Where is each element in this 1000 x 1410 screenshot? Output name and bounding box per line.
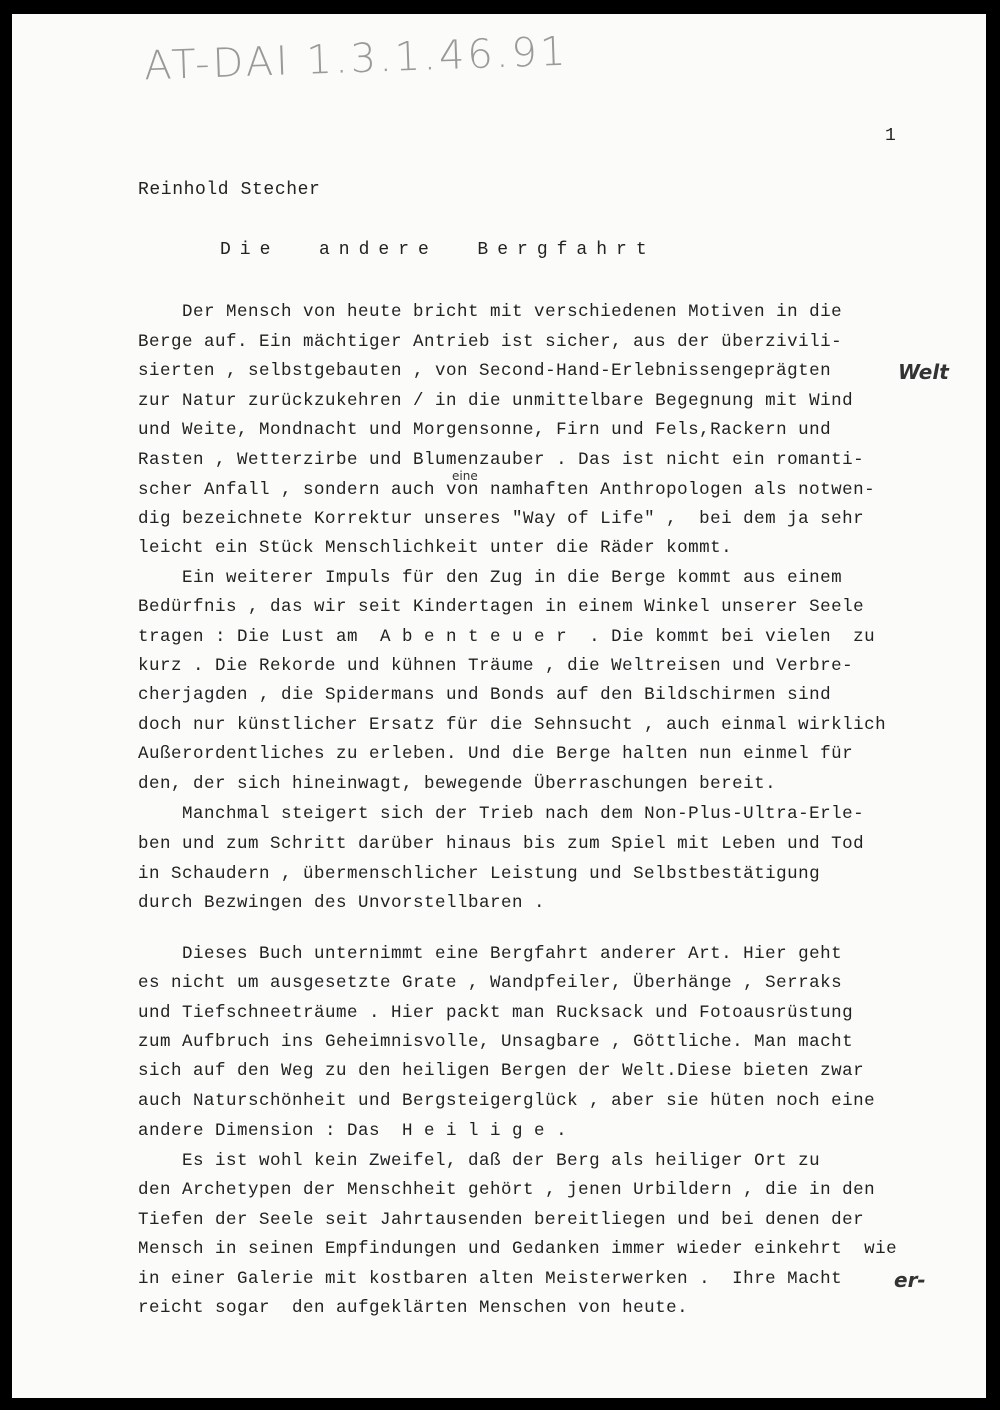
author-name: Reinhold Stecher bbox=[138, 180, 321, 200]
text-line: in einer Galerie mit kostbaren alten Meisterwerken . Ihre Macht bbox=[138, 1269, 843, 1289]
document-title: Die andere Bergfahrt bbox=[220, 240, 656, 260]
handwritten-correction-welt: Welt bbox=[898, 360, 949, 384]
page-number: 1 bbox=[885, 126, 896, 146]
text-line: ben und zum Schritt darüber hinaus bis zum Spiel mit Leben und Tod bbox=[138, 834, 865, 854]
text-line: auch Naturschönheit und Bergsteigerglück , aber sie hüten noch eine bbox=[138, 1091, 876, 1111]
text-line: Berge auf. Ein mächtiger Antrieb ist sicher, aus der überzivili- bbox=[138, 332, 843, 352]
text-line: Ein weiterer Impuls für den Zug in die Berge kommt aus einem bbox=[138, 568, 843, 588]
text-line: Dieses Buch unternimmt eine Bergfahrt anderer Art. Hier geht bbox=[138, 944, 843, 964]
text-line: in Schaudern , übermenschlicher Leistung und Selbstbestätigung bbox=[138, 864, 821, 884]
text-line: kurz . Die Rekorde und kühnen Träume , die Weltreisen und Verbre- bbox=[138, 656, 854, 676]
text-line: Rasten , Wetterzirbe und Blumenzauber . Das ist nicht ein romanti- bbox=[138, 450, 865, 470]
text-line: zum Aufbruch ins Geheimnisvolle, Unsagbare , Göttliche. Man macht bbox=[138, 1032, 854, 1052]
text-line: Es ist wohl kein Zweifel, daß der Berg als heiliger Ort zu bbox=[138, 1151, 821, 1171]
text-line: sierten , selbstgebauten , von Second-Hand-Erlebnissengeprägten bbox=[138, 361, 832, 381]
text-line: und Tiefschneeträume . Hier packt man Rucksack und Fotoausrüstung bbox=[138, 1003, 854, 1023]
text-line: cherjagden , die Spidermans und Bonds auf den Bildschirmen sind bbox=[138, 685, 832, 705]
text-line: Mensch in seinen Empfindungen und Gedanken immer wieder einkehrt wie bbox=[138, 1239, 898, 1259]
text-line: leicht ein Stück Menschlichkeit unter die Räder kommt. bbox=[138, 538, 733, 558]
handwritten-correction-er: er- bbox=[894, 1268, 926, 1292]
archive-signature: AT-DAI 1.3.1.46.91 bbox=[143, 28, 570, 90]
text-line: andere Dimension : Das H e i l i g e . bbox=[138, 1121, 568, 1141]
text-line: und Weite, Mondnacht und Morgensonne, Firn und Fels,Rackern und bbox=[138, 420, 832, 440]
text-line: Der Mensch von heute bricht mit verschiedenen Motiven in die bbox=[138, 302, 843, 322]
document-page bbox=[12, 14, 986, 1398]
text-line: Manchmal steigert sich der Trieb nach dem Non-Plus-Ultra-Erle- bbox=[138, 804, 865, 824]
text-line: zur Natur zurückzukehren / in die unmittelbare Begegnung mit Wind bbox=[138, 391, 854, 411]
text-line: dig bezeichnete Korrektur unseres "Way of Life" , bei dem ja sehr bbox=[138, 509, 865, 529]
text-line: reicht sogar den aufgeklärten Menschen von heute. bbox=[138, 1298, 689, 1318]
text-line: den Archetypen der Menschheit gehört , jenen Urbildern , die in den bbox=[138, 1180, 876, 1200]
text-line: den, der sich hineinwagt, bewegende Überraschungen bereit. bbox=[138, 774, 777, 794]
text-line: Außerordentliches zu erleben. Und die Berge halten nun einmel für bbox=[138, 744, 854, 764]
text-line: Bedürfnis , das wir seit Kindertagen in einem Winkel unserer Seele bbox=[138, 597, 865, 617]
text-line: Tiefen der Seele seit Jahrtausenden bereitliegen und bei denen der bbox=[138, 1210, 865, 1230]
text-line: es nicht um ausgesetzte Grate , Wandpfeiler, Überhänge , Serraks bbox=[138, 973, 843, 993]
text-line: scher Anfall , sondern auch von namhaften Anthropologen als notwen- bbox=[138, 480, 876, 500]
text-line: sich auf den Weg zu den heiligen Bergen der Welt.Diese bieten zwar bbox=[138, 1061, 865, 1081]
text-line: tragen : Die Lust am A b e n t e u e r . Die kommt bei vielen zu bbox=[138, 627, 876, 647]
text-line: doch nur künstlicher Ersatz für die Sehnsucht , auch einmal wirklich bbox=[138, 715, 887, 735]
text-line: durch Bezwingen des Unvorstellbaren . bbox=[138, 893, 546, 913]
handwritten-insertion-eine: eine bbox=[452, 469, 478, 483]
